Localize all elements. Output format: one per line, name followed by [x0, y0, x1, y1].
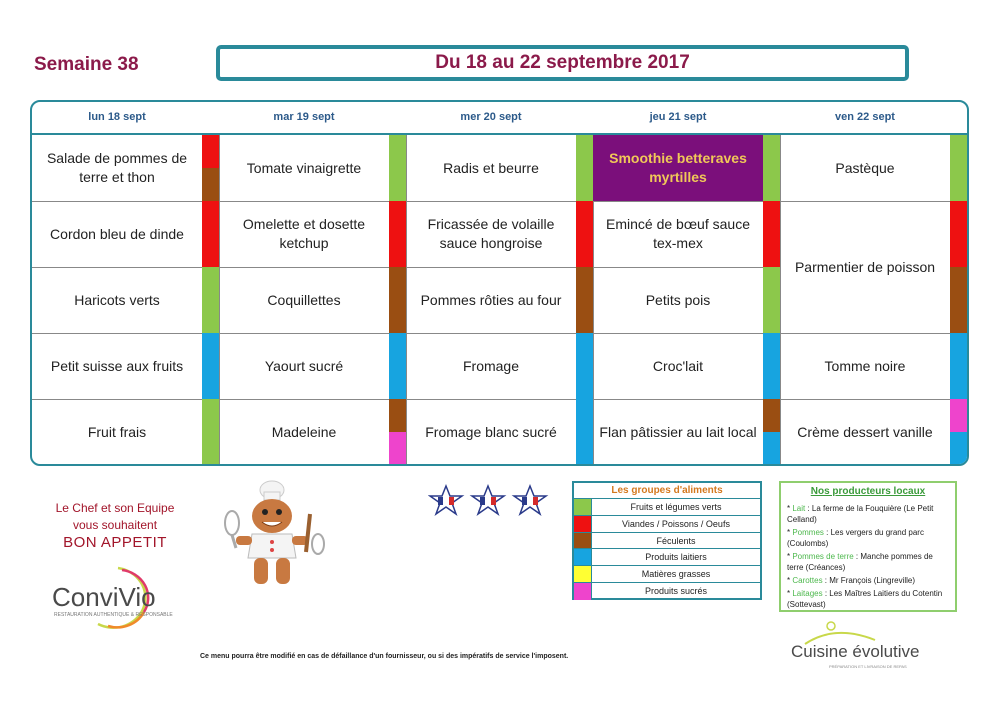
menu-cell-thu-plat: Eminсé de bœuf sauce tex-mex: [606, 216, 750, 251]
date-range-banner: Du 18 au 22 septembre 2017: [216, 45, 909, 81]
menu-cell-wed-laitage: Fromage: [462, 357, 520, 374]
food-group-bar: [950, 333, 967, 399]
food-group-bar: [389, 399, 406, 432]
producer-name: Carottes: [792, 576, 823, 585]
food-group-bar: [202, 267, 219, 333]
food-group-bar: [389, 201, 406, 267]
week-label: Semaine 38: [34, 54, 139, 75]
food-groups-legend: [572, 481, 762, 600]
menu-cell-wed-entree: Radis et beurre: [443, 159, 539, 176]
food-group-bar: [576, 267, 593, 333]
legend-item: [574, 499, 760, 516]
food-group-bar: [763, 135, 780, 201]
producer-text: Manche pommes de terre (Créances): [787, 552, 933, 572]
legend-label: Produits sucrés: [644, 585, 708, 596]
producer-text: La ferme de la Fouquière (Le Petit Celland): [787, 504, 934, 524]
menu-disclaimer: Ce menu pourra être modifié en cas de défaillance d'un fournisseur, ou si des impératifs de service l'imposent.: [200, 653, 569, 660]
food-group-bar: [950, 399, 967, 432]
food-group-bar: [763, 432, 780, 466]
menu-cell-mon-laitage: Petit suisse aux fruits: [50, 357, 184, 374]
menu-cell-tue-laitage: Yaourt sucré: [264, 357, 344, 374]
menu-cell-mon-plat: Cordon bleu de dinde: [50, 225, 184, 242]
producer-name: Lait: [792, 504, 806, 513]
cuisine-evolutive-logo: [785, 620, 935, 670]
food-group-bar: [389, 432, 406, 466]
producer-name: Pommes de terre: [792, 552, 854, 561]
menu-cell-fri-plat: Parmentier de poisson: [794, 258, 936, 275]
producer-item: * Carottes : Mr François (Lingreville): [787, 576, 916, 585]
menu-cell-tue-dessert: Madeleine: [271, 423, 337, 440]
producer-name: Laitages: [792, 589, 823, 598]
greeting-line-1: Le Chef et son Equipe: [55, 501, 175, 515]
menu-cell-wed-plat: Fricassée de volaille sauce hongroise: [427, 216, 555, 251]
menu-cell-wed-dessert: Fromage blanc sucré: [425, 423, 557, 440]
brand-tagline: RESTAURATION AUTHENTIQUE & RESPONSABLE: [54, 612, 173, 618]
menu-cell-thu-laitage: Croc'lait: [652, 357, 704, 374]
greeting-line-3: BON APPETIT: [63, 534, 167, 551]
menu-cell-wed-accompagnement: Pommes rôties au four: [420, 291, 562, 308]
menu-cell-thu-accompagnement: Petits pois: [645, 291, 711, 308]
legend-item: [574, 583, 760, 600]
french-origin-label-icons: [428, 484, 550, 520]
producer-text: Mr François (Lingreville): [829, 576, 916, 585]
producer-item: * Laitages : Les Maîtres Laitiers du Cotentin (Sottevast): [787, 589, 943, 609]
producer-item: * Pommes de terre : Manche pommes de terre (Créances): [787, 552, 933, 572]
food-group-bar: [389, 333, 406, 399]
menu-cell-fri-entree: Pastèque: [835, 159, 895, 176]
food-group-bar: [202, 333, 219, 399]
day-header-thu: jeu 21 sept: [649, 111, 707, 123]
legend-title: Les groupes d'aliments: [574, 483, 760, 499]
producer-name: Pommes: [792, 528, 824, 537]
food-group-bar: [950, 135, 967, 201]
food-group-bar: [202, 135, 219, 168]
menu-cell-tue-entree: Tomate vinaigrette: [246, 159, 362, 176]
food-group-bar: [763, 267, 780, 333]
producer-text: Les Maîtres Laitiers du Cotentin (Sottevast): [787, 589, 943, 609]
menu-cell-mon-entree: Salade de pommes de terre et thon: [46, 150, 188, 185]
quality-labels: [428, 484, 550, 520]
day-header-fri: ven 22 sept: [835, 111, 895, 123]
producer-item: * Pommes : Les vergers du grand parc (Coulombs): [787, 528, 924, 548]
menu-cell-mon-accompagnement: Haricots verts: [74, 291, 160, 308]
legend-item: [574, 533, 760, 550]
food-group-bar: [763, 201, 780, 267]
local-producers-box: [779, 481, 957, 612]
menu-cell-thu-dessert: Flan pâtissier au lait local: [599, 423, 757, 440]
food-group-bar: [202, 168, 219, 201]
menu-table: [30, 100, 969, 466]
menu-cell-fri-laitage: Tomme noire: [824, 357, 906, 374]
legend-swatch: [574, 533, 592, 549]
menu-cell-tue-plat: Omelette et dosette ketchup: [242, 216, 366, 251]
cuisine-tagline: PRÉPARATION ET LIVRAISON DE REPAS: [829, 664, 907, 669]
food-group-bar: [389, 135, 406, 201]
producers-title: Nos producteurs locaux: [810, 486, 926, 497]
food-group-bar: [202, 399, 219, 466]
menu-cell-tue-accompagnement: Coquillettes: [267, 291, 341, 308]
legend-swatch: [574, 516, 592, 532]
food-group-bar: [576, 333, 593, 399]
legend-label: Viandes / Poissons / Oeufs: [622, 518, 730, 529]
food-group-bar: [950, 432, 967, 466]
producer-item: * Lait : La ferme de la Fouquière (Le Petit Celland): [787, 504, 934, 524]
food-group-bar: [576, 135, 593, 201]
menu-cell-mon-dessert: Fruit frais: [87, 423, 147, 440]
legend-swatch: [574, 549, 592, 565]
chef-mascot-illustration: [214, 478, 332, 600]
legend-swatch: [574, 499, 592, 515]
convivio-logo: [48, 560, 178, 632]
food-group-bar: [763, 333, 780, 399]
producer-text: Les vergers du grand parc (Coulombs): [787, 528, 924, 548]
menu-cell-fri-dessert: Crème dessert vanille: [797, 423, 933, 440]
food-group-bar: [950, 267, 967, 333]
brand-name: ConviVio: [52, 582, 156, 612]
gingerbread-chef-icon: [214, 478, 332, 600]
day-header-tue: mar 19 sept: [273, 111, 335, 123]
food-group-bar: [389, 267, 406, 333]
legend-label: Fruits et légumes verts: [630, 502, 722, 512]
legend-label: Matières grasses: [641, 569, 711, 580]
food-group-bar: [576, 201, 593, 267]
legend-swatch: [574, 583, 592, 600]
day-header-mon: lun 18 sept: [88, 111, 146, 123]
legend-label: Produits laitiers: [645, 552, 707, 563]
food-group-bar: [950, 201, 967, 267]
legend-item: [574, 516, 760, 533]
legend-item: [574, 549, 760, 566]
chef-greeting: [40, 500, 190, 551]
menu-cell-thu-entree: Smoothie betteraves myrtilles: [593, 135, 763, 201]
legend-swatch: [574, 566, 592, 582]
cuisine-name: Cuisine évolutive: [791, 642, 920, 661]
greeting-line-2: vous souhaitent: [72, 518, 158, 532]
legend-item: [574, 566, 760, 583]
food-group-bar: [763, 399, 780, 432]
legend-label: Féculents: [656, 535, 696, 546]
food-group-bar: [202, 201, 219, 267]
day-header-wed: mer 20 sept: [460, 111, 522, 123]
food-group-bar: [576, 399, 593, 466]
